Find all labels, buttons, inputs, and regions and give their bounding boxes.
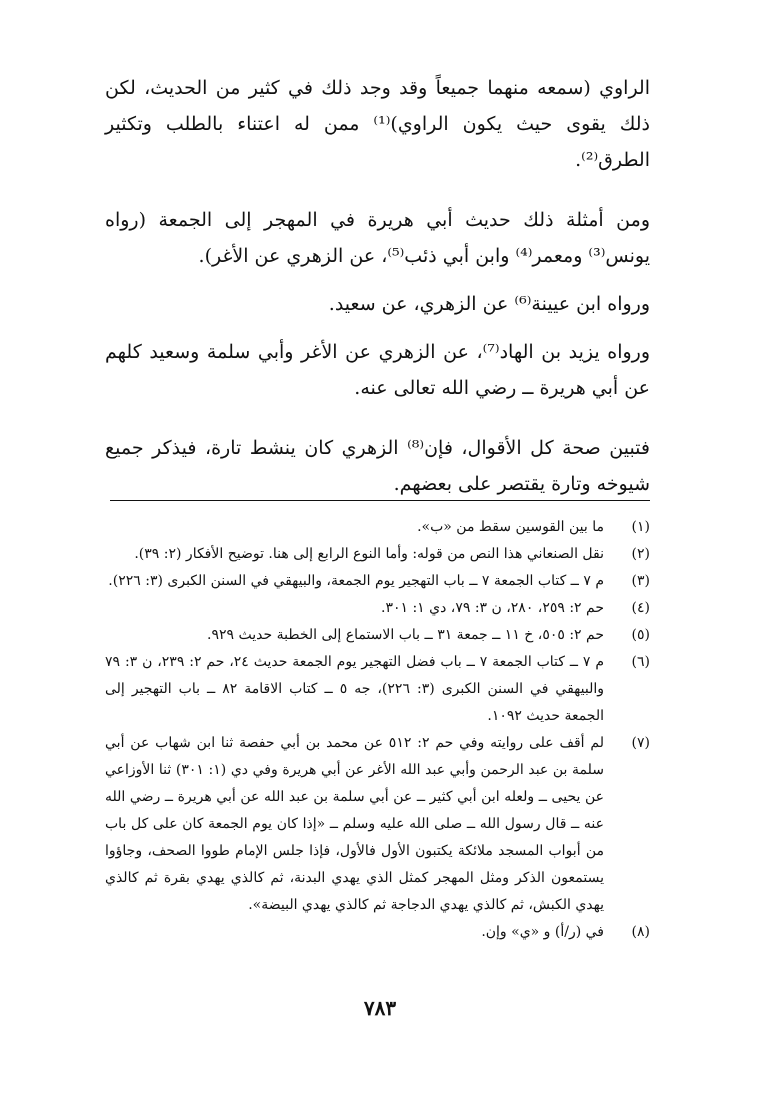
footnote-number: (٦) [631, 654, 650, 670]
footnote-number: (٤) [631, 600, 650, 616]
paragraph: ورواه يزيد بن الهاد⁽⁷⁾، عن الزهري عن الأغر وأبي سلمة وسعيد كلهم عن أبي هريرة ــ رضي الله تعالى عنه. [105, 341, 650, 399]
footnote-number: (١) [631, 519, 650, 535]
footnote-text: في (ر/أ) و «ي» وإن. [481, 924, 604, 940]
footnote-number: (٢) [631, 546, 650, 562]
footnote-number: (٥) [631, 627, 650, 643]
footnote-number: (٧) [631, 735, 650, 751]
main-text [105, 70, 650, 502]
footnote-number: (٨) [631, 924, 650, 940]
page-number: ٧٨٣ [363, 996, 397, 1020]
footnote [105, 622, 650, 649]
paragraph: ورواه ابن عيينة⁽⁶⁾ عن الزهري، عن سعيد. [328, 293, 650, 315]
paragraph: ومن أمثلة ذلك حديث أبي هريرة في المهجر إلى الجمعة (رواه يونس⁽³⁾ ومعمر⁽⁴⁾ وابن أبي ذئب⁽⁵⁾، عن الزهري عن الأغر). [105, 209, 650, 267]
footnote-text: حم ٢: ٢٥٩، ٢٨٠، ن ٣: ٧٩، دي ١: ٣٠١. [380, 600, 604, 616]
footnote [105, 595, 650, 622]
footnote-divider [110, 500, 650, 501]
footnote-text: ما بين القوسين سقط من «ب». [417, 519, 604, 535]
footnote-number: (٣) [631, 573, 650, 589]
footnote [105, 541, 650, 568]
footnote-text: لم أقف على روايته وفي حم ٢: ٥١٢ عن محمد بن أبي حفصة ثنا ابن شهاب عن أبي سلمة بن عبد الرحمن وأبي عبد الله الأغر عن أبي هريرة وفي دي (١: ٣٠١) ثنا الأوزاعي عن يحيى ــ ولعله ابن أبي كثير ــ عن أبي سلمة بن عبد الله عن أبي هريرة ــ رضي الله عنه ــ قال رسول الله ــ صلى الله عليه وسلم ــ «إذا كان يوم الجمعة كان على كل باب من أبواب المسجد ملائكة يكتبون الأول فالأول، فإذا جلس الإمام طووا الصحف، وجاؤوا يستمعون الذكر ومثل المهجر كمثل الذي يهدي البدنة، ثم كالذي يهدي بقرة ثم كالذي يهدي الكبش، ثم كالذي يهدي الدجاجة ثم كالذي يهدي البيضة». [105, 735, 605, 913]
footnote [105, 919, 650, 946]
footnotes [105, 514, 650, 946]
footnote [105, 514, 650, 541]
footnote [105, 649, 650, 730]
footnote [105, 568, 650, 595]
footnote-text: م ٧ ــ كتاب الجمعة ٧ ــ باب فضل التهجير يوم الجمعة حديث ٢٤، حم ٢: ٢٣٩، ن ٣: ٧٩ والبيهقي في السنن الكبرى (٣: ٢٢٦)، جه ٥ ــ كتاب الاقامة ٨٢ ــ باب التهجير إلى الجمعة حديث ١٠٩٢. [105, 654, 605, 724]
paragraph: الراوي (سمعه منهما جميعاً وقد وجد ذلك في كثير من الحديث، لكن ذلك يقوى حيث يكون الراوي)⁽¹⁾ ممن له اعتناء بالطلب وتكثير الطرق⁽²⁾. [105, 77, 651, 171]
footnote-text: حم ٢: ٥٠٥، خ ١١ ــ جمعة ٣١ ــ باب الاستماع إلى الخطبة حديث ٩٢٩. [207, 627, 604, 643]
footnote [105, 730, 650, 919]
footnote-text: نقل الصنعاني هذا النص من قوله: وأما النوع الرابع إلى هنا. توضيح الأفكار (٢: ٣٩). [134, 546, 604, 562]
footnote-text: م ٧ ــ كتاب الجمعة ٧ ــ باب التهجير يوم الجمعة، والبيهقي في السنن الكبرى (٣: ٢٢٦). [108, 573, 604, 589]
paragraph: فتبين صحة كل الأقوال، فإن⁽⁸⁾ الزهري كان ينشط تارة، فيذكر جميع شيوخه وتارة يقتصر على بعضهم. [105, 437, 650, 495]
